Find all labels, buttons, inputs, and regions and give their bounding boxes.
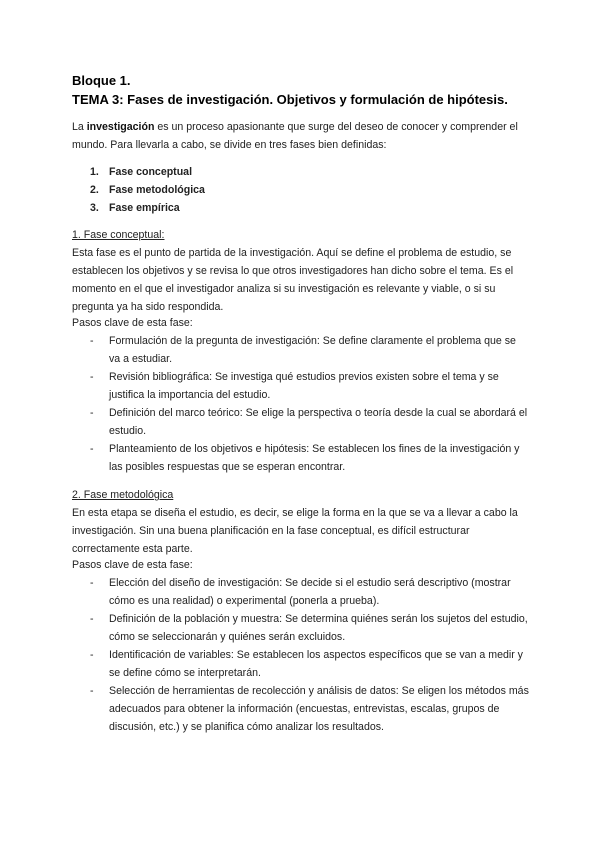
list-item: - Formulación de la pregunta de investigación: Se define claramente el problema que se va a estudiar.	[90, 335, 516, 365]
block-title: Bloque 1.	[72, 73, 131, 88]
section1-steps-label: Pasos clave de esta fase:	[72, 317, 193, 329]
section1-body: Esta fase es el punto de partida de la investigación. Aquí se define el problema de estudio, se establecen los objetivos y se revisa lo que otros investigadores han dicho sobre el tema. Es el momento en el que el investigador analiza si su investigación es relevante y viable, o si su pregunta ya ha sido respondida.	[72, 247, 514, 313]
topic-title: TEMA 3: Fases de investigación. Objetivos y formulación de hipótesis.	[72, 92, 508, 107]
list-item: 2. Fase metodológica	[90, 184, 205, 196]
section1-heading: 1. Fase conceptual:	[72, 229, 165, 241]
list-item: - Definición del marco teórico: Se elige la perspectiva o teoría desde la cual se abordará el estudio.	[90, 407, 528, 437]
list-item: 1. Fase conceptual	[90, 166, 193, 178]
intro-paragraph: La investigación es un proceso apasionante que surge del deseo de conocer y comprender el mundo. Para llevarla a cabo, se divide en tres fases bien definidas:	[72, 121, 518, 151]
section2-heading: 2. Fase metodológica	[72, 489, 174, 501]
list-item: - Selección de herramientas de recolección y análisis de datos: Se eligen los métodos más adecuados para obtener la información (encuestas, entrevistas, escalas, grupos de discusión, etc.) y se planifica cómo analizar los resultados.	[90, 685, 529, 733]
section2-steps-list	[90, 574, 530, 736]
list-item: - Elección del diseño de investigación: Se decide si el estudio será descriptivo (mostrar cómo es una realidad) o experimental (ponerla a prueba).	[90, 577, 511, 607]
list-item: - Planteamiento de los objetivos e hipótesis: Se establecen los fines de la investigación y las posibles respuestas que se esperan encontrar.	[90, 443, 520, 473]
list-item: 3. Fase empírica	[90, 202, 180, 214]
list-item: - Revisión bibliográfica: Se investiga qué estudios previos existen sobre el tema y se justifica la importancia del estudio.	[90, 371, 499, 401]
intro-bold-term: investigación	[86, 121, 155, 133]
phases-list	[90, 163, 205, 217]
section2-body: En esta etapa se diseña el estudio, es decir, se elige la forma en la que se va a llevar a cabo la investigación. Sin una buena planificación en la fase conceptual, es difícil estructurar correctamente esta parte.	[72, 507, 518, 555]
list-item: - Identificación de variables: Se establecen los aspectos específicos que se van a medir y se define cómo se interpretarán.	[90, 649, 523, 679]
section1-steps-list	[90, 332, 530, 476]
list-item: - Definición de la población y muestra: Se determina quiénes serán los sujetos del estudio, cómo se seleccionarán y quiénes serán excluidos.	[90, 613, 528, 643]
section2-steps-label: Pasos clave de esta fase:	[72, 559, 193, 571]
